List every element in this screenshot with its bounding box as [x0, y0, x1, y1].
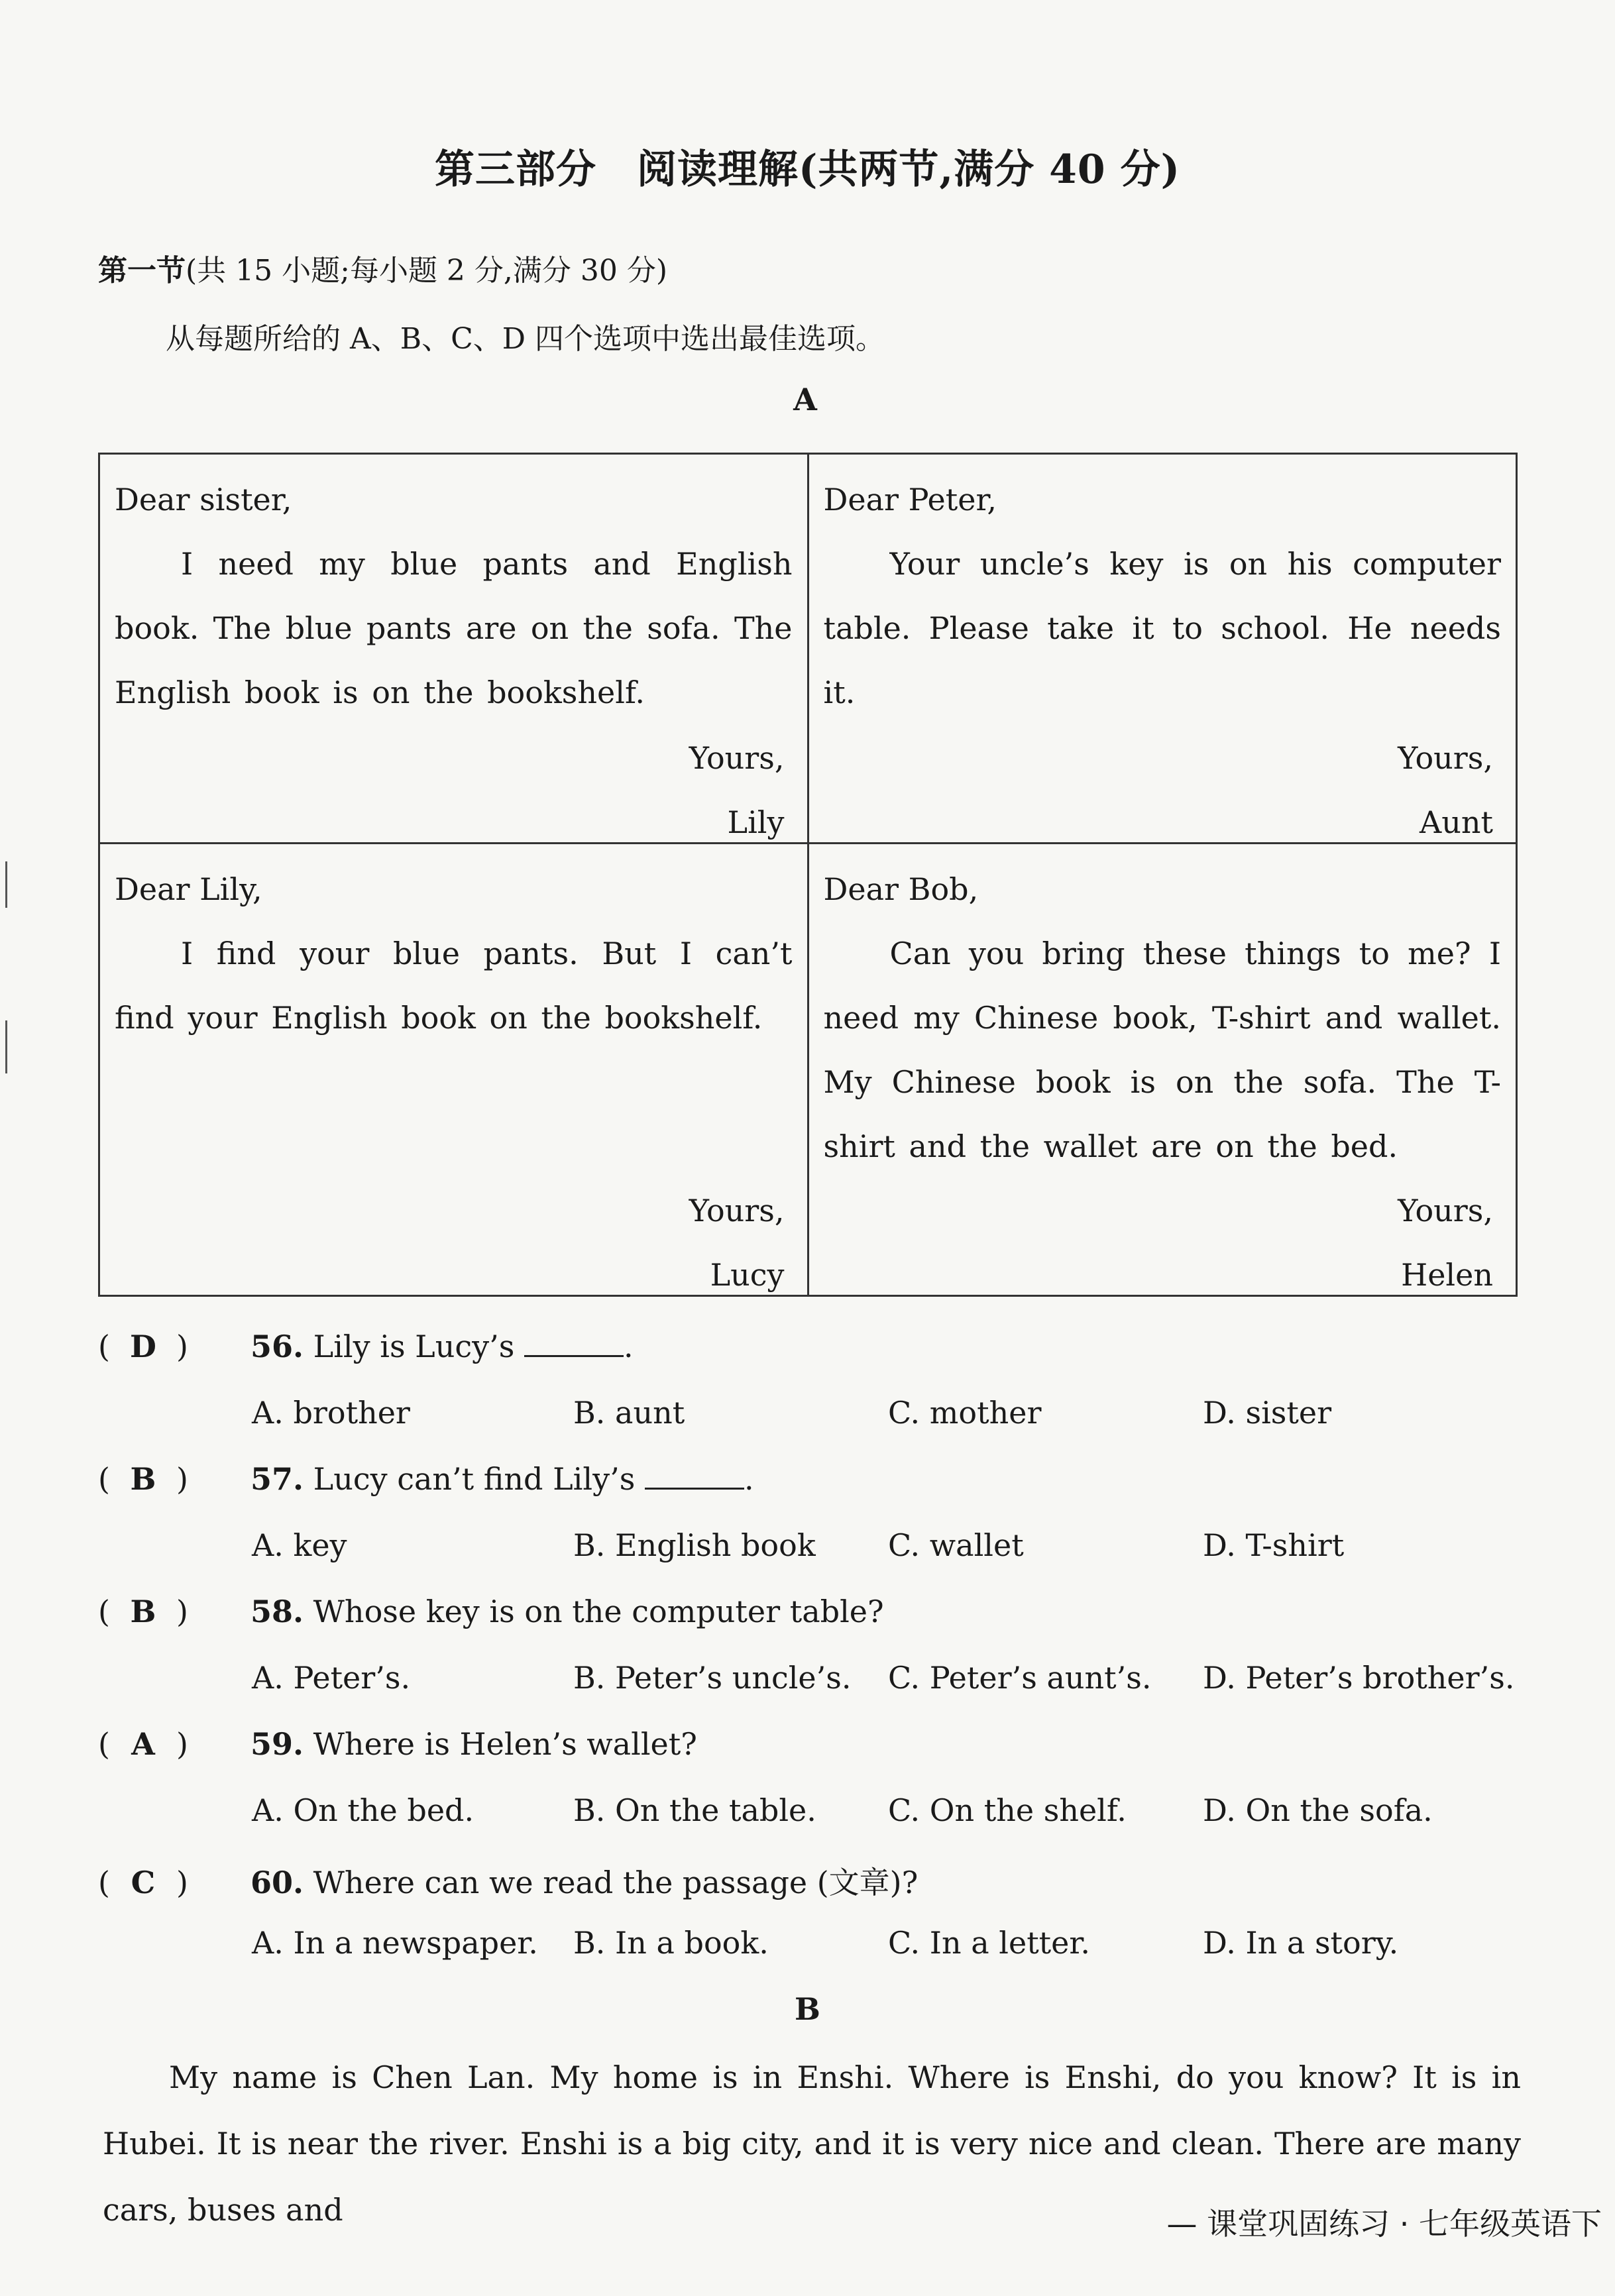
option-d: D. On the sofa.	[1203, 1792, 1433, 1828]
question-stem: Whose key is on the computer table?	[313, 1594, 884, 1629]
question-number: 59.	[251, 1726, 304, 1762]
page-title: 第三部分 阅读理解(共两节,满分 40 分)	[435, 146, 1180, 193]
letter-greeting: Dear Bob,	[823, 871, 979, 907]
option-a: A. In a newspaper.	[252, 1925, 538, 1961]
question-57	[98, 1461, 754, 1497]
question-number: 57.	[251, 1461, 304, 1497]
letter-closing: Yours,	[689, 740, 785, 776]
question-stem-end: .	[744, 1461, 754, 1497]
answer-bracket: ( B )	[98, 1461, 188, 1497]
question-stem: Lily is Lucy’s	[313, 1329, 524, 1364]
answer-bracket: ( C )	[98, 1865, 188, 1900]
option-b: B. aunt	[573, 1395, 685, 1431]
option-a: A. key	[252, 1527, 347, 1563]
letter-cell	[99, 844, 808, 1296]
scan-edge-mark	[5, 861, 7, 908]
question-stem: Lucy can’t find Lily’s	[313, 1461, 645, 1497]
option-d: D. Peter’s brother’s.	[1203, 1660, 1515, 1696]
option-a: A. brother	[252, 1395, 410, 1431]
letter-greeting: Dear Lily,	[115, 871, 262, 907]
letter-body: Can you bring these things to me? I need my Chinese book, T-shirt and wallet. My Chinese book is on the sofa. The T-shirt and the wallet are on the bed.	[823, 936, 1501, 1164]
answer-bracket: ( A )	[98, 1726, 188, 1762]
scan-edge-mark	[5, 1020, 7, 1073]
answer-letter: A	[131, 1726, 155, 1762]
option-c: C. In a letter.	[888, 1925, 1090, 1961]
question-stem: Where can we read the passage (文章)?	[313, 1865, 919, 1900]
question-number: 56.	[251, 1329, 304, 1364]
letter-body: I find your blue pants. But I can’t find your English book on the bookshelf.	[115, 936, 793, 1036]
answer-blank	[524, 1329, 624, 1357]
question-number: 58.	[251, 1594, 304, 1629]
question-59	[98, 1726, 697, 1762]
letters-table	[98, 453, 1518, 1297]
option-b: B. On the table.	[573, 1792, 816, 1828]
option-a: A. On the bed.	[252, 1792, 474, 1828]
letter-signer: Aunt	[1420, 804, 1493, 840]
letter-cell	[99, 454, 808, 844]
option-c: C. wallet	[888, 1527, 1024, 1563]
answer-letter: B	[130, 1594, 156, 1629]
option-b: B. Peter’s uncle’s.	[573, 1660, 852, 1696]
option-d: D. T-shirt	[1203, 1527, 1345, 1563]
section-heading	[98, 246, 667, 289]
option-b: B. English book	[573, 1527, 816, 1563]
answer-blank	[645, 1461, 744, 1490]
answer-letter: C	[131, 1865, 156, 1900]
question-stem-end: .	[623, 1329, 634, 1364]
question-stem: Where is Helen’s wallet?	[313, 1726, 697, 1762]
letter-greeting: Dear sister,	[115, 482, 292, 518]
letter-signer: Lucy	[710, 1257, 785, 1293]
option-d: D. sister	[1203, 1395, 1332, 1431]
answer-letter: B	[130, 1461, 156, 1497]
letter-closing: Yours,	[1398, 1193, 1493, 1229]
letter-cell	[808, 454, 1517, 844]
letter-closing: Yours,	[689, 1193, 785, 1229]
section-name: 第一节	[98, 254, 186, 288]
option-c: C. mother	[888, 1395, 1042, 1431]
section-detail: (共 15 小题;每小题 2 分,满分 30 分)	[186, 254, 668, 288]
page-footer: — 课堂巩固练习 · 七年级英语下	[1166, 2206, 1602, 2242]
answer-bracket: ( B )	[98, 1594, 188, 1629]
letter-cell	[808, 844, 1517, 1296]
option-c: C. On the shelf.	[888, 1792, 1127, 1828]
answer-bracket: ( D )	[98, 1329, 188, 1364]
letter-greeting: Dear Peter,	[823, 482, 997, 518]
letter-body: I need my blue pants and English book. The blue pants are on the sofa. The English book is on the bookshelf.	[115, 546, 793, 710]
question-60	[98, 1859, 918, 1902]
option-d: D. In a story.	[1203, 1925, 1399, 1961]
letter-closing: Yours,	[1398, 740, 1493, 776]
passage-a-label: A	[793, 382, 817, 417]
letter-body: Your uncle’s key is on his computer table. Please take it to school. He needs it.	[823, 546, 1501, 710]
option-b: B. In a book.	[573, 1925, 769, 1961]
option-a: A. Peter’s.	[252, 1660, 411, 1696]
question-56	[98, 1329, 634, 1364]
option-c: C. Peter’s aunt’s.	[888, 1660, 1152, 1696]
passage-b-text: My name is Chen Lan. My home is in Enshi. Where is Enshi, do you know? It is in Hubei. It is near the river. Enshi is a big city, and it is very nice and clean. There are many cars, buses and	[103, 2059, 1521, 2228]
instruction: 从每题所给的 A、B、C、D 四个选项中选出最佳选项。	[166, 322, 885, 356]
letter-signer: Helen	[1401, 1257, 1493, 1293]
answer-letter: D	[130, 1329, 156, 1364]
question-number: 60.	[251, 1865, 304, 1900]
question-58	[98, 1594, 884, 1629]
passage-b-label: B	[795, 1991, 820, 2027]
letter-signer: Lily	[727, 804, 785, 840]
